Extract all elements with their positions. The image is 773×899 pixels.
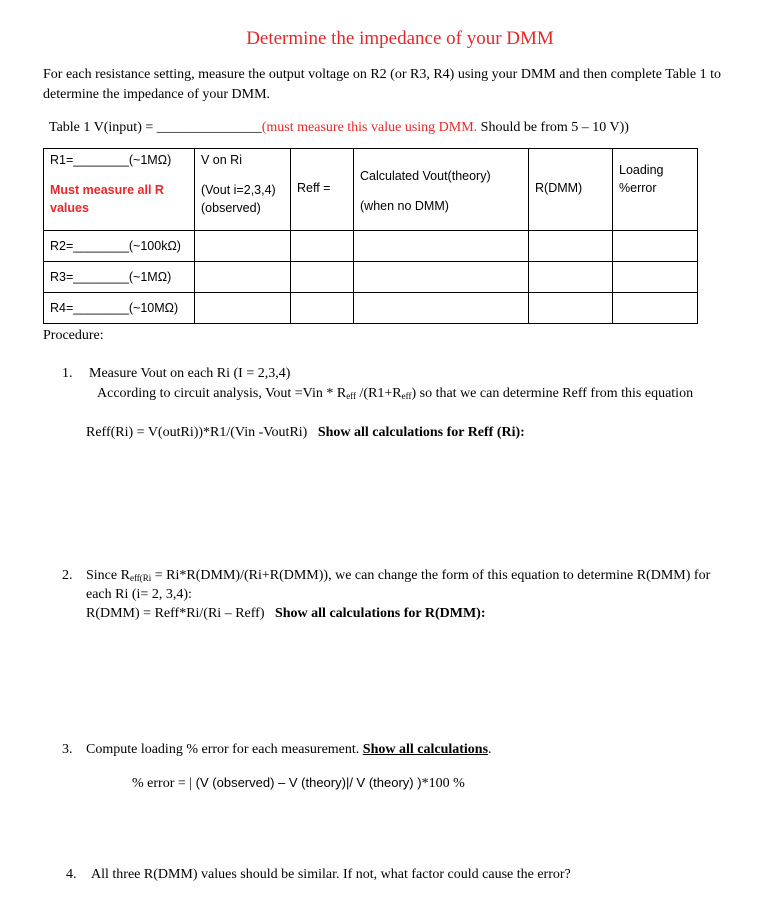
impedance-table: [43, 148, 698, 324]
reff-header: [291, 149, 354, 231]
step-1-number: 1.: [62, 366, 73, 381]
step-2-text-s: eff(Ri: [129, 573, 152, 583]
table-header-row: [44, 149, 698, 231]
intro-line-1: For each resistance setting, measure the output voltage on R2 (or R3, R4) using your DMM and then complete Table 1 to: [43, 67, 722, 82]
table-cell[interactable]: [291, 293, 354, 324]
step-2-text-a: Since R: [86, 568, 130, 583]
table-cell[interactable]: [529, 293, 613, 324]
loading-label-1: Loading: [619, 163, 664, 177]
calc-header: [354, 149, 529, 231]
step-1-sub-c: ) so that we can determine Reff from this equation: [411, 386, 694, 401]
table-cell[interactable]: [354, 231, 529, 262]
step-1-sub-s1: eff: [346, 391, 357, 401]
step-3-number: 3.: [62, 742, 73, 757]
table-caption-note: (must measure this value using DMM.: [261, 120, 481, 135]
step-4-text: All three R(DMM) values should be similar. If not, what factor could cause the error?: [91, 867, 571, 882]
step-1-formula-line: [86, 425, 525, 441]
procedure-heading: Procedure:: [43, 328, 104, 343]
vout-label-2: (observed): [201, 201, 261, 215]
reff-label: Reff =: [297, 181, 331, 195]
step-2-text-b: = Ri*R(DMM)/(Ri+R(DMM)), we can change the form of this equation to determine R(DMM) for: [151, 568, 711, 583]
step-1-instruction: Show all calculations for Reff (Ri):: [317, 425, 525, 440]
calc-label-1: Calculated Vout(theory): [360, 169, 491, 183]
step-2-instruction: Show all calculations for R(DMM):: [274, 606, 486, 621]
table-cell[interactable]: [354, 293, 529, 324]
table-row: [44, 231, 698, 262]
must-measure-line-2: values: [50, 201, 89, 215]
table-cell[interactable]: [195, 293, 291, 324]
row-label-cell[interactable]: [44, 293, 195, 324]
step-3-formula: [132, 775, 465, 792]
v-on-ri-header: [195, 149, 291, 231]
step-2-formula: R(DMM) = Reff*Ri/(Ri – Reff): [86, 606, 265, 621]
table-caption: [49, 120, 629, 136]
vout-label-1: (Vout i=2,3,4): [201, 183, 276, 197]
step-3-formula-c: *100 %: [421, 776, 465, 791]
loading-label-2: %error: [619, 181, 657, 195]
step-4-number: 4.: [66, 867, 77, 882]
row-label: R4=________(~10MΩ): [50, 301, 179, 315]
row-label: R2=________(~100kΩ): [50, 239, 181, 253]
rdmm-label: R(DMM): [535, 181, 583, 195]
step-2-number: 2.: [62, 568, 73, 583]
row-label-cell[interactable]: [44, 231, 195, 262]
table-row: [44, 262, 698, 293]
step-1-formula: Reff(Ri) = V(outRi))*R1/(Vin -VoutRi): [86, 425, 308, 440]
table-cell[interactable]: [613, 231, 698, 262]
table-cell[interactable]: [613, 293, 698, 324]
table-cell[interactable]: [529, 262, 613, 293]
step-1-circuit-analysis: [97, 386, 693, 402]
step-3-text: Compute loading % error for each measurement.: [86, 742, 360, 757]
table-caption-label: Table 1 V(input) = _______________: [49, 120, 262, 135]
page-title: Determine the impedance of your DMM: [246, 28, 554, 49]
row-label-cell[interactable]: [44, 262, 195, 293]
rdmm-header: [529, 149, 613, 231]
step-2-text: [86, 568, 710, 584]
table-cell[interactable]: [613, 262, 698, 293]
step-3-text-line: [86, 742, 492, 758]
intro-line-2: determine the impedance of your DMM.: [43, 87, 271, 102]
v-on-ri-label: V on Ri: [201, 153, 242, 167]
row-label: R3=________(~1MΩ): [50, 270, 172, 284]
table-cell[interactable]: [291, 231, 354, 262]
step-2-formula-line: [86, 606, 485, 622]
must-measure-line-1: Must measure all R: [50, 183, 164, 197]
table-cell[interactable]: [354, 262, 529, 293]
table-cell[interactable]: [195, 262, 291, 293]
table-caption-note-end: Should be from 5 – 10 V)): [480, 120, 629, 135]
table-cell[interactable]: [291, 262, 354, 293]
r1-label: R1=________(~1MΩ): [50, 153, 172, 167]
table-row: [44, 293, 698, 324]
step-1-sub-a: According to circuit analysis, Vout =Vin * R: [97, 386, 347, 401]
r1-cell[interactable]: [44, 149, 195, 231]
step-1-sub-b: /(R1+R: [356, 386, 402, 401]
loading-header: [613, 149, 698, 231]
step-2-text-2: each Ri (i= 2, 3,4):: [86, 587, 192, 602]
step-3-formula-b: (V (observed) – V (theory)|/ V (theory) ): [192, 775, 422, 790]
step-1-text: Measure Vout on each Ri (I = 2,3,4): [89, 366, 291, 381]
calc-label-2: (when no DMM): [360, 199, 449, 213]
step-3-period: .: [488, 742, 492, 757]
step-3-formula-a: % error = |: [132, 776, 193, 791]
table-cell[interactable]: [195, 231, 291, 262]
table-cell[interactable]: [529, 231, 613, 262]
step-1-sub-s2: eff: [401, 391, 412, 401]
step-3-instruction: Show all calculations: [362, 742, 489, 757]
